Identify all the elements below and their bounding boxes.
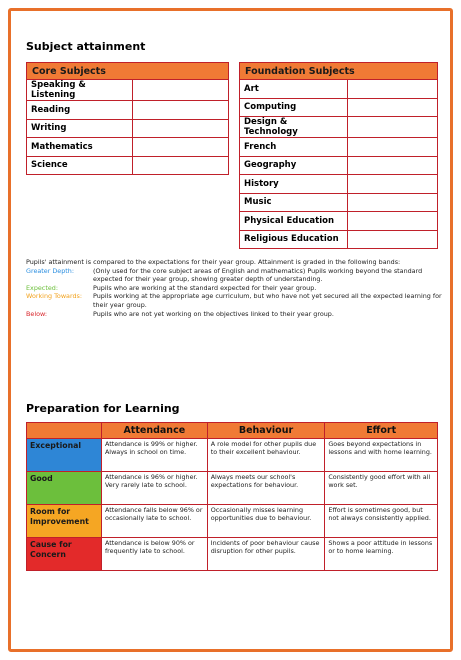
row-label-exceptional: Exceptional: [27, 439, 102, 472]
behaviour-cell: Occasionally misses learning opportunities due to behaviour.: [207, 505, 325, 538]
column-header-behaviour: Behaviour: [207, 423, 325, 439]
table-row: [27, 156, 229, 175]
band-description: Pupils who are working at the standard expected for their year group.: [93, 283, 317, 292]
band-description: (Only used for the core subject areas of English and mathematics) Pupils working beyond the standard expected for their year group, showing greater depth of understanding.: [93, 266, 423, 284]
grade-cell[interactable]: [133, 101, 229, 120]
band-label: Greater Depth:: [26, 266, 75, 275]
behaviour-cell: A role model for other pupils due to their excellent behaviour.: [207, 439, 325, 472]
subject-name: Art: [240, 80, 348, 99]
foundation-subjects-header: Foundation Subjects: [240, 63, 438, 80]
subject-name: Music: [240, 193, 348, 212]
attendance-cell: Attendance is 99% or higher. Always in school on time.: [101, 439, 207, 472]
band-label: Working Towards:: [26, 292, 83, 301]
grade-cell[interactable]: [133, 156, 229, 175]
preparation-table: [26, 422, 438, 571]
grade-cell[interactable]: [133, 119, 229, 138]
band-greater-depth: [26, 267, 446, 284]
grade-cell[interactable]: [348, 80, 438, 99]
grade-cell[interactable]: [348, 230, 438, 249]
grade-cell[interactable]: [348, 175, 438, 194]
table-row: [240, 175, 438, 194]
subject-name: Mathematics: [27, 138, 133, 157]
table-row: [27, 119, 229, 138]
grade-cell[interactable]: [133, 138, 229, 157]
table-row: [240, 98, 438, 117]
band-expected: [26, 284, 446, 293]
subject-name: Computing: [240, 98, 348, 117]
band-label: Expected:: [26, 283, 58, 292]
grade-cell[interactable]: [348, 138, 438, 157]
band-below: [26, 310, 446, 319]
behaviour-cell: Always meets our school's expectations for behaviour.: [207, 472, 325, 505]
effort-cell: Consistently good effort with all work set.: [325, 472, 438, 505]
preparation-title: Preparation for Learning: [26, 402, 180, 415]
band-description: Pupils who are not yet working on the objectives linked to their year group.: [93, 309, 334, 318]
table-row: [27, 472, 438, 505]
row-label-cause-for-concern: Cause for Concern: [27, 538, 102, 571]
foundation-subjects-table: [239, 62, 438, 249]
effort-cell: Shows a poor attitude in lessons or to home learning.: [325, 538, 438, 571]
table-row: [240, 117, 438, 138]
table-row: [27, 80, 229, 101]
table-row: [27, 101, 229, 120]
subject-name: Writing: [27, 119, 133, 138]
row-label-good: Good: [27, 472, 102, 505]
band-description: Pupils working at the appropriate age curriculum, but who have not yet secured all the expected learning for their year group.: [93, 292, 442, 309]
subject-name: Geography: [240, 156, 348, 175]
table-row: [240, 193, 438, 212]
subject-name: Speaking & Listening: [27, 80, 133, 101]
attainment-bands: [26, 258, 446, 318]
table-row: [27, 538, 438, 571]
grade-cell[interactable]: [348, 212, 438, 231]
table-row: [240, 212, 438, 231]
core-subjects-header: Core Subjects: [27, 63, 229, 80]
effort-cell: Effort is sometimes good, but not always consistently applied.: [325, 505, 438, 538]
subject-name: Design & Technology: [240, 117, 348, 138]
grade-cell[interactable]: [348, 156, 438, 175]
row-label-room-for-improvement: Room for Improvement: [27, 505, 102, 538]
subject-name: French: [240, 138, 348, 157]
subject-name: Reading: [27, 101, 133, 120]
subject-name: Religious Education: [240, 230, 348, 249]
table-row: [27, 505, 438, 538]
band-label: Below:: [26, 309, 48, 318]
table-row: [240, 138, 438, 157]
effort-cell: Goes beyond expectations in lessons and with home learning.: [325, 439, 438, 472]
band-working-towards: [26, 292, 446, 309]
table-row: [240, 80, 438, 99]
grade-cell[interactable]: [348, 98, 438, 117]
corner-header: [27, 423, 102, 439]
subject-name: Science: [27, 156, 133, 175]
table-row: [27, 138, 229, 157]
table-row: [240, 230, 438, 249]
subject-name: History: [240, 175, 348, 194]
grade-cell[interactable]: [133, 80, 229, 101]
column-header-effort: Effort: [325, 423, 438, 439]
attendance-cell: Attendance is below 90% or frequently late to school.: [101, 538, 207, 571]
attendance-cell: Attendance falls below 96% or occasionally late to school.: [101, 505, 207, 538]
behaviour-cell: Incidents of poor behaviour cause disruption for other pupils.: [207, 538, 325, 571]
grade-cell[interactable]: [348, 117, 438, 138]
subject-attainment-title: Subject attainment: [26, 40, 146, 53]
core-subjects-table: [26, 62, 229, 175]
column-header-attendance: Attendance: [101, 423, 207, 439]
attendance-cell: Attendance is 96% or higher. Very rarely late to school.: [101, 472, 207, 505]
bands-intro: Pupils' attainment is compared to the expectations for their year group. Attainment is graded in the following bands:: [26, 258, 401, 266]
table-row: [240, 156, 438, 175]
grade-cell[interactable]: [348, 193, 438, 212]
table-row: [27, 439, 438, 472]
subject-name: Physical Education: [240, 212, 348, 231]
